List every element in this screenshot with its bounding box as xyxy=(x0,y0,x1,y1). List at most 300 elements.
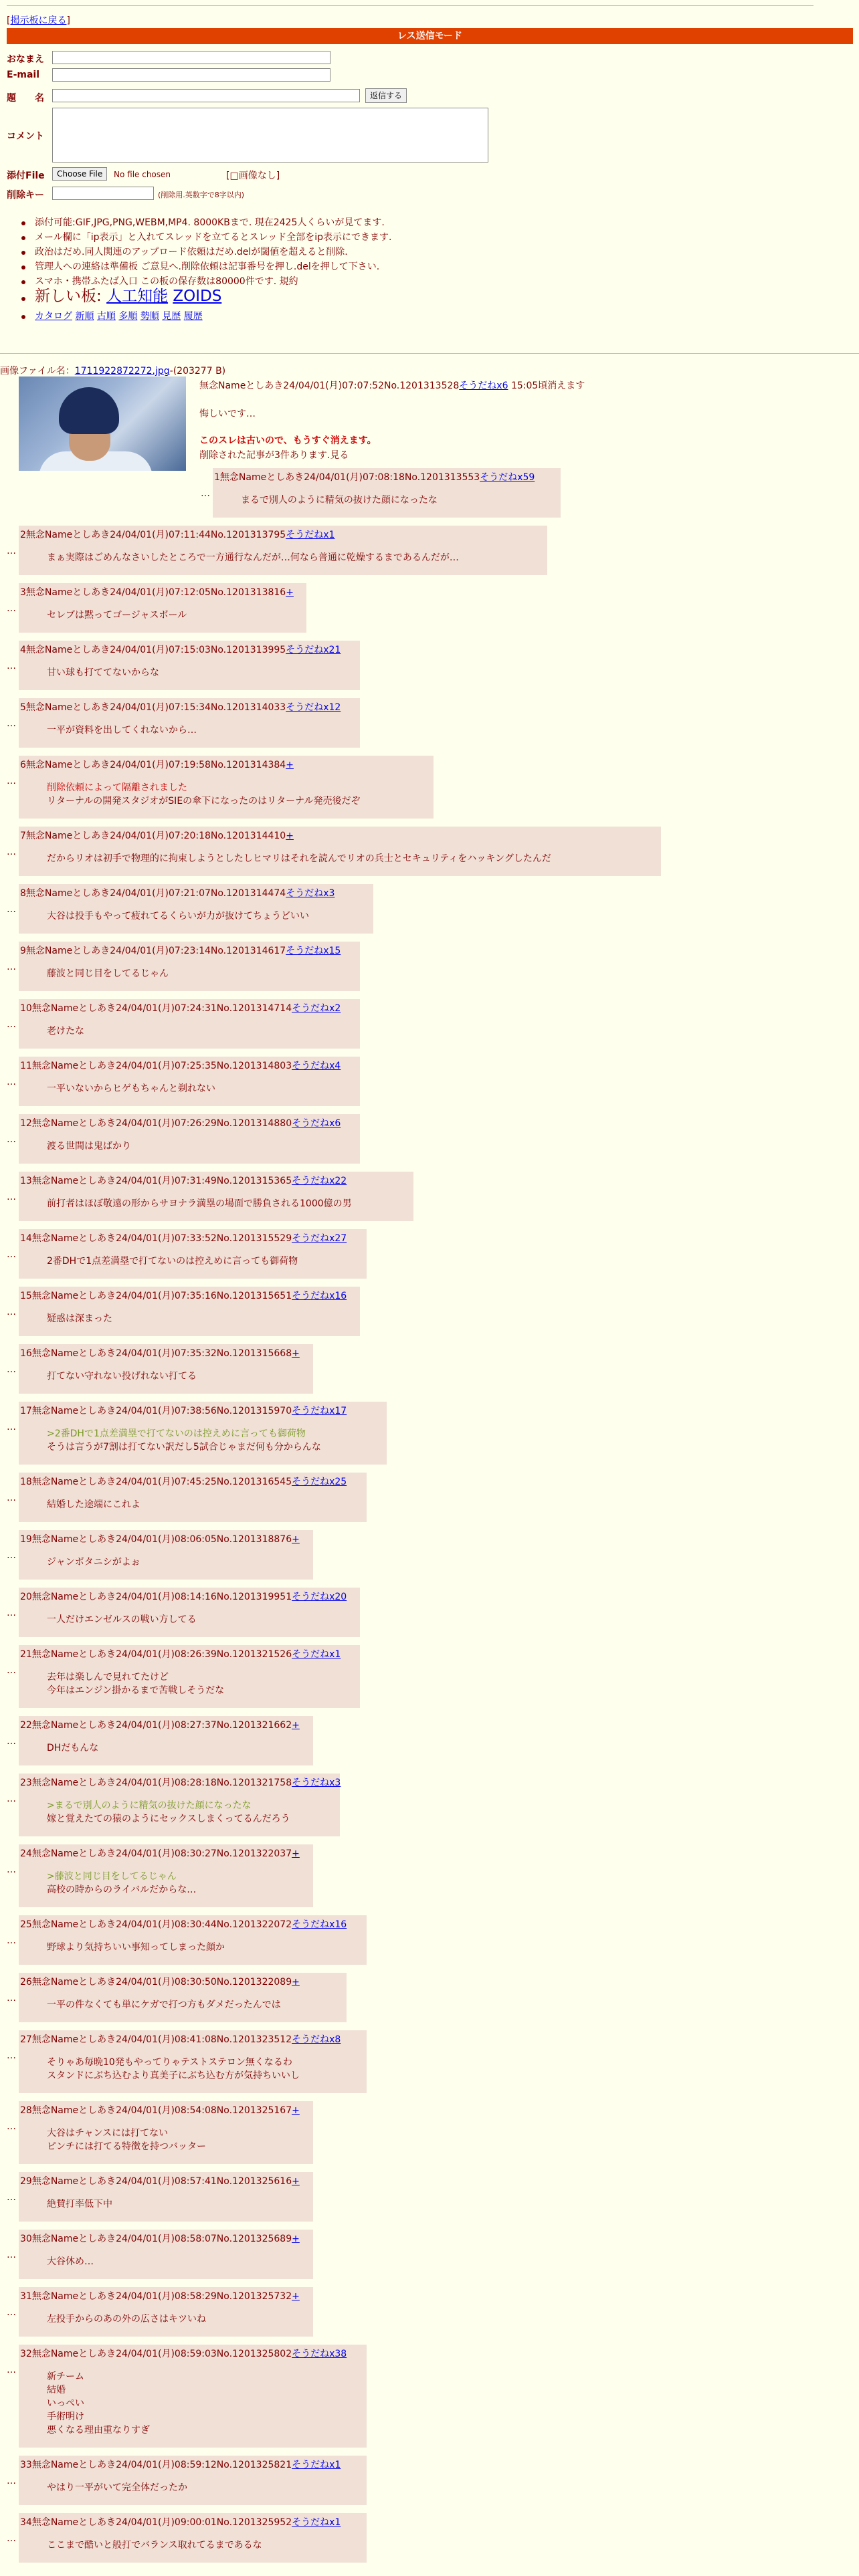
reply-post xyxy=(19,641,360,690)
notice-item: 政治はだめ.同人関連のアップロード依頼はだめ.delが閾値を超えると削除. xyxy=(20,245,391,259)
reply-body xyxy=(47,2313,206,2326)
reply-indent-marker: … xyxy=(7,1077,16,1087)
reply-body xyxy=(47,1998,281,2012)
reply-header xyxy=(20,1917,347,1931)
reply-post xyxy=(19,1588,360,1637)
reply-post xyxy=(19,1229,367,1279)
reply-line: 大谷はチャンスには打てない xyxy=(47,2128,169,2139)
reply-body xyxy=(47,1498,140,1511)
notice-item: 管理人への連絡は準備板 ご意見へ.削除依頼は記事番号を押し.delを押して下さい. xyxy=(20,259,391,274)
op-expire-text: 15:05頃消えます xyxy=(510,381,585,391)
reply-post xyxy=(19,2030,367,2093)
reply-line: ジャンボタニシがよぉ xyxy=(47,1557,140,1568)
reply-header xyxy=(20,1231,347,1245)
reply-line: 藤波と同じ目をしてるじゃん xyxy=(47,968,169,979)
sodane-button[interactable]: そうだねx17 xyxy=(292,1406,347,1416)
sodane-button[interactable]: + xyxy=(292,2105,300,2116)
reply-line: 老けたな xyxy=(47,1026,84,1037)
op-header-text: 無念Nameとしあき24/04/01(月)07:07:52No.1201313528 xyxy=(199,381,460,391)
op-image-info xyxy=(0,364,225,377)
reply-header-text: 4無念Nameとしあき24/04/01(月)07:15:03No.1201313995 xyxy=(20,645,286,655)
reply-post xyxy=(19,2456,367,2505)
reply-line: リターナルの開発スタジオがSIEの傘下になったのはリターナル発売後だぞ xyxy=(47,796,361,807)
reply-header-text: 25無念Nameとしあき24/04/01(月)08:30:44No.1201322072 xyxy=(20,1919,292,1930)
reply-header-text: 11無念Nameとしあき24/04/01(月)07:25:35No.1201314803 xyxy=(20,1061,292,1071)
new-board-line xyxy=(20,289,391,309)
sodane-button[interactable]: + xyxy=(292,2176,300,2187)
reply-header-text: 19無念Nameとしあき24/04/01(月)08:06:05No.1201318876 xyxy=(20,1534,292,1545)
reply-header xyxy=(20,1289,347,1302)
reply-header xyxy=(20,643,341,656)
reply-line: DHだもんな xyxy=(47,1743,99,1753)
reply-header-text: 12無念Nameとしあき24/04/01(月)07:26:29No.1201314880 xyxy=(20,1118,292,1129)
reply-header-text: 21無念Nameとしあき24/04/01(月)08:26:39No.1201321526 xyxy=(20,1649,292,1660)
reply-line: 一人だけエンゼルスの戦い方してる xyxy=(47,1614,197,1625)
reply-post xyxy=(19,1114,360,1164)
reply-header-text: 30無念Nameとしあき24/04/01(月)08:58:07No.1201325689 xyxy=(20,2234,292,2244)
reply-post xyxy=(19,1473,367,1522)
reply-header xyxy=(20,758,294,771)
reply-body xyxy=(47,2370,150,2437)
reply-header xyxy=(20,944,341,957)
board-link-ai[interactable]: 人工知能 xyxy=(106,288,169,305)
reply-header xyxy=(20,829,294,842)
file-label: 添付File xyxy=(7,171,45,181)
reply-body xyxy=(47,2255,94,2268)
sodane-button[interactable]: そうだねx27 xyxy=(292,1233,347,1244)
reply-line: 左投手からのあの外の広さはキツいね xyxy=(47,2314,206,2325)
reply-indent-marker: … xyxy=(7,2365,16,2375)
sodane-button[interactable]: そうだねx6 xyxy=(292,1118,341,1129)
sodane-button[interactable]: そうだねx2 xyxy=(292,1003,341,1014)
reply-body xyxy=(47,909,309,923)
reply-header xyxy=(20,1174,347,1187)
reply-indent-marker: … xyxy=(7,1608,16,1618)
reply-line: 結婚した途端にこれよ xyxy=(47,1499,140,1510)
sodane-button[interactable]: + xyxy=(292,1348,300,1359)
reply-header xyxy=(20,2289,300,2302)
name-label: おなまえ xyxy=(7,54,44,65)
reply-header-text: 10無念Nameとしあき24/04/01(月)07:24:31No.1201314714 xyxy=(20,1003,292,1014)
reply-header xyxy=(20,1059,341,1072)
reply-indent-marker: … xyxy=(7,1192,16,1202)
reply-indent-marker: … xyxy=(7,2533,16,2544)
sodane-button[interactable]: そうだねx1 xyxy=(292,2517,341,2528)
reply-body xyxy=(47,724,197,737)
reply-post xyxy=(19,1844,313,1907)
reply-post xyxy=(19,1344,313,1394)
reply-header xyxy=(20,1718,300,1731)
reply-post xyxy=(19,1057,360,1106)
reply-indent-marker: … xyxy=(7,603,16,614)
reply-indent-marker: … xyxy=(7,2250,16,2260)
op-sodane-button[interactable]: そうだねx6 xyxy=(459,381,508,391)
reply-line: 2番DHで1点差満塁で打てないのは控えめに言っても御荷物 xyxy=(47,1256,298,1267)
reply-line: 新チーム xyxy=(47,2371,84,2382)
reply-post xyxy=(19,1915,367,1965)
reply-body xyxy=(47,1255,298,1268)
reply-line: 削除依頼によって隔離されました xyxy=(47,782,187,793)
reply-body xyxy=(47,2056,300,2082)
reply-post xyxy=(19,2230,313,2279)
reply-header-text: 18無念Nameとしあき24/04/01(月)07:45:25No.1201316545 xyxy=(20,1477,292,1487)
sodane-button[interactable]: そうだねx22 xyxy=(292,1176,347,1186)
reply-header xyxy=(20,1532,300,1545)
reply-body xyxy=(47,2127,206,2153)
reply-header xyxy=(20,1846,300,1860)
thread-divider xyxy=(0,353,859,354)
reply-post xyxy=(19,2287,313,2337)
sodane-button[interactable]: + xyxy=(292,2291,300,2302)
op-header xyxy=(199,379,585,392)
reply-header-text: 23無念Nameとしあき24/04/01(月)08:28:18No.1201321758 xyxy=(20,1778,292,1788)
sodane-button[interactable]: + xyxy=(286,587,294,598)
reply-post xyxy=(19,1645,360,1708)
quote-line: >2番DHで1点差満塁で打てないのは控えめに言っても御荷物 xyxy=(47,1428,306,1439)
old-thread-warning: このスレは古いので、もうすぐ消えます。 xyxy=(199,435,377,446)
reply-line: 高校の時からのライバルだからな… xyxy=(47,1885,197,1895)
op-body: 悔しいです… xyxy=(199,409,256,419)
reply-indent-marker: … xyxy=(7,847,16,857)
reply-header-text: 17無念Nameとしあき24/04/01(月)07:38:56No.1201315970 xyxy=(20,1406,292,1416)
history-link[interactable]: 履歴 xyxy=(183,311,203,322)
reply-header xyxy=(20,1475,347,1488)
reply-indent-marker: … xyxy=(7,1019,16,1030)
reply-post xyxy=(19,526,547,575)
reply-line: 前打者はほぼ敬遠の形からサヨナラ満塁の場面で勝負される1000億の男 xyxy=(47,1198,352,1209)
reply-header-text: 29無念Nameとしあき24/04/01(月)08:57:41No.1201325616 xyxy=(20,2176,292,2187)
reply-header xyxy=(20,700,341,714)
email-label: E-mail xyxy=(7,70,40,80)
reply-indent-marker: … xyxy=(7,1422,16,1432)
op-image-file-link[interactable]: 1711922872272.jpg xyxy=(74,366,170,377)
reply-body xyxy=(47,967,169,980)
reply-indent-marker: … xyxy=(7,1736,16,1747)
sodane-button[interactable]: そうだねx20 xyxy=(292,1592,347,1602)
reply-indent-marker: … xyxy=(7,2050,16,2061)
reply-indent-marker: … xyxy=(7,1794,16,1804)
reply-line: まぁ実際はごめんなさいしたところで一方通行なんだが…何なら普通に乾燥するまであるんだが… xyxy=(47,552,459,563)
sodane-button[interactable]: そうだねx8 xyxy=(292,2034,341,2045)
reply-line: 嫁と覚えたての猿のようにセックスしまくってるんだろう xyxy=(47,1814,290,1824)
sort-new-link[interactable]: 新順 xyxy=(75,311,94,322)
reply-header xyxy=(20,2347,347,2360)
reply-header-text: 28無念Nameとしあき24/04/01(月)08:54:08No.1201325167 xyxy=(20,2105,292,2116)
reply-header-text: 22無念Nameとしあき24/04/01(月)08:27:37No.1201321662 xyxy=(20,1720,292,1731)
reply-header-text: 13無念Nameとしあき24/04/01(月)07:31:49No.1201315365 xyxy=(20,1176,292,1186)
submit-reply-button[interactable]: 返信する xyxy=(365,88,407,103)
reply-header xyxy=(20,1647,341,1660)
subject-input[interactable] xyxy=(52,89,360,102)
sodane-button[interactable]: そうだねx38 xyxy=(292,2349,347,2359)
reply-header xyxy=(20,886,335,899)
reply-header-text: 24無念Nameとしあき24/04/01(月)08:30:27No.1201322037 xyxy=(20,1848,292,1859)
reply-body xyxy=(241,494,438,507)
sodane-button[interactable]: そうだねx16 xyxy=(292,1291,347,1301)
reply-line: 打てない守れない投げれない打てる xyxy=(47,1371,197,1382)
comment-textarea[interactable] xyxy=(52,108,488,163)
quote-line: >まるで別人のように精気の抜けた顔になったな xyxy=(47,1800,252,1811)
reply-line: 一平が資料を出してくれないから… xyxy=(47,725,197,736)
sodane-button[interactable]: そうだねx3 xyxy=(292,1778,341,1788)
reply-line: 大谷は投手もやって疲れてるくらいが力が抜けてちょうどいい xyxy=(47,911,309,922)
reply-indent-marker: … xyxy=(7,546,16,556)
reply-post xyxy=(19,583,306,633)
image-filename-label: 画像ファイル名： xyxy=(0,366,75,377)
reply-indent-marker: … xyxy=(7,1249,16,1260)
reply-header-text: 1無念Nameとしあき24/04/01(月)07:08:18No.1201313553 xyxy=(214,472,480,483)
reply-indent-marker: … xyxy=(201,488,210,499)
notice-item: スマホ・携帯ふたば入口 この板の保存数は80000件です. 規約 xyxy=(20,274,391,289)
reply-body xyxy=(47,1082,215,1095)
quote-line: >藤波と同じ目をしてるじゃん xyxy=(47,1871,177,1882)
reply-body xyxy=(47,1671,224,1697)
reply-header-text: 26無念Nameとしあき24/04/01(月)08:30:50No.1201322089 xyxy=(20,1977,292,1988)
top-divider xyxy=(7,5,814,6)
reply-line: 大谷休め… xyxy=(47,2256,94,2267)
sodane-button[interactable]: そうだねx25 xyxy=(292,1477,347,1487)
reply-body xyxy=(47,666,159,679)
reply-post xyxy=(19,2101,313,2164)
sodane-button[interactable]: + xyxy=(292,1977,300,1988)
reply-line: 一平の件なくても単にケガで打つ方もダメだったんでは xyxy=(47,2000,281,2010)
reply-body xyxy=(47,1613,197,1626)
reply-line: いっぺい xyxy=(47,2398,84,2409)
reply-post xyxy=(19,1402,387,1465)
reply-header xyxy=(20,1776,341,1789)
sodane-button[interactable]: + xyxy=(286,831,294,841)
reply-post xyxy=(19,884,373,934)
reply-header xyxy=(20,2032,341,2046)
no-file-text: No file chosen xyxy=(114,170,171,179)
reply-header-text: 34無念Nameとしあき24/04/01(月)09:00:01No.1201325952 xyxy=(20,2517,292,2528)
reply-indent-marker: … xyxy=(7,1864,16,1875)
reply-body xyxy=(47,1312,112,1325)
sort-many-link[interactable]: 多順 xyxy=(118,311,138,322)
sort-old-link[interactable]: 古順 xyxy=(96,311,116,322)
reply-header-text: 14無念Nameとしあき24/04/01(月)07:33:52No.1201315529 xyxy=(20,1233,292,1244)
sodane-button[interactable]: + xyxy=(292,1534,300,1545)
reply-body xyxy=(47,781,360,808)
reply-body xyxy=(47,2481,187,2494)
reply-line: 悪くなる理由重なりすぎ xyxy=(47,2425,150,2436)
reply-post xyxy=(19,1287,360,1336)
op-thumbnail[interactable] xyxy=(19,377,186,471)
reply-indent-marker: … xyxy=(7,1493,16,1503)
reply-line: ピンチには打てる特徴を持つバッター xyxy=(47,2141,206,2152)
reply-indent-marker: … xyxy=(7,2476,16,2486)
reply-body xyxy=(47,551,459,564)
sodane-button[interactable]: そうだねx15 xyxy=(286,946,341,956)
notice-item: 添付可能:GIF,JPG,PNG,WEBM,MP4. 8000KBまで. 現在2425人くらいが見てます. xyxy=(20,215,391,230)
reply-indent-marker: … xyxy=(7,2307,16,2318)
sodane-button[interactable]: そうだねx16 xyxy=(292,1919,347,1930)
reply-header xyxy=(20,2174,300,2187)
reply-body xyxy=(47,1140,131,1153)
reply-post xyxy=(19,1172,413,1221)
reply-indent-marker: … xyxy=(7,2192,16,2203)
reply-header xyxy=(20,1346,300,1360)
sodane-button[interactable]: + xyxy=(292,1848,300,1859)
reply-header xyxy=(20,2458,341,2471)
catalog-link[interactable]: カタログ xyxy=(35,311,72,322)
sodane-button[interactable]: そうだねx4 xyxy=(292,1061,341,1071)
reply-body xyxy=(47,1799,290,1826)
reply-line: 去年は楽しんで見れてたけど xyxy=(47,1672,169,1683)
reply-post xyxy=(19,2345,367,2448)
reply-post xyxy=(19,1774,340,1836)
reply-post xyxy=(19,2513,367,2563)
reply-post xyxy=(19,942,360,991)
reply-body xyxy=(47,2197,112,2211)
reply-line: セレブは黙ってゴージャスボール xyxy=(47,610,187,621)
reply-line: 疑惑は深まった xyxy=(47,1313,112,1324)
reply-indent-marker: … xyxy=(7,1134,16,1145)
reply-line: 渡る世間は鬼ばかり xyxy=(47,1141,131,1152)
reply-header-text: 33無念Nameとしあき24/04/01(月)08:59:12No.1201325821 xyxy=(20,2460,292,2470)
choose-file-button[interactable]: Choose File xyxy=(52,167,107,181)
reply-line: 今年はエンジン掛かるまで苦戦しそうだな xyxy=(47,1685,225,1696)
reply-line: だからリオは初手で物理的に拘束しようとしたしヒマリはそれを読んでリオの兵士とセキュリティをハッキングしたんだ xyxy=(47,853,551,864)
reply-indent-marker: … xyxy=(7,661,16,671)
reply-header-text: 31無念Nameとしあき24/04/01(月)08:58:29No.1201325732 xyxy=(20,2291,292,2302)
reply-header-text: 20無念Nameとしあき24/04/01(月)08:14:16No.1201319951 xyxy=(20,1592,292,1602)
deleted-posts-notice: 削除された記事が3件あります.見る xyxy=(199,450,349,461)
email-input[interactable] xyxy=(52,68,330,82)
sodane-button[interactable]: そうだねx21 xyxy=(286,645,341,655)
sodane-button[interactable]: そうだねx1 xyxy=(292,2460,341,2470)
reply-post xyxy=(19,756,434,819)
reply-body xyxy=(47,1941,225,1954)
reply-header-text: 32無念Nameとしあき24/04/01(月)08:59:03No.1201325802 xyxy=(20,2349,292,2359)
notice-item: メール欄に「ip表示」と入れてスレッドを立てるとスレッド全部をip表示にできます. xyxy=(20,230,391,245)
reply-post xyxy=(19,1530,313,1580)
delkey-note: (削除用.英数字で8字以内) xyxy=(158,191,245,199)
reply-post xyxy=(19,1716,313,1765)
reply-post xyxy=(19,1973,347,2022)
sodane-button[interactable]: そうだねx1 xyxy=(286,530,335,540)
reply-header xyxy=(20,528,335,541)
reply-header xyxy=(214,470,535,484)
reply-line: そりゃあ毎晩10発もやってりゃテストステロン無くなるわ xyxy=(47,2057,292,2068)
reply-indent-marker: … xyxy=(7,1935,16,1946)
sodane-button[interactable]: そうだねx3 xyxy=(286,888,335,899)
reply-body xyxy=(47,1370,197,1383)
sort-links xyxy=(20,309,391,324)
reply-indent-marker: … xyxy=(7,718,16,729)
comment-label: コメント xyxy=(7,131,44,142)
op-image-size: -(203277 B) xyxy=(169,366,226,377)
reply-indent-marker: … xyxy=(7,1364,16,1375)
reply-line: スタンドにぶち込むより真美子にぶち込む方が気持ちいいし xyxy=(47,2070,300,2081)
reply-header-text: 5無念Nameとしあき24/04/01(月)07:15:34No.1201314033 xyxy=(20,702,286,713)
board-link-zoids[interactable]: ZOIDS xyxy=(173,288,222,305)
reply-indent-marker: … xyxy=(7,1993,16,2004)
reply-body xyxy=(47,1197,352,1210)
sodane-button[interactable]: + xyxy=(292,1720,300,1731)
back-link-wrap: [掲示板に戻る] xyxy=(7,15,70,26)
subject-label: 題 名 xyxy=(7,93,44,104)
reply-indent-marker: … xyxy=(7,2121,16,2132)
sodane-button[interactable]: そうだねx1 xyxy=(292,1649,341,1660)
reply-post xyxy=(19,698,360,748)
reply-header-text: 8無念Nameとしあき24/04/01(月)07:21:07No.1201314474 xyxy=(20,888,286,899)
reply-post xyxy=(19,2172,313,2222)
reply-indent-marker: … xyxy=(7,1665,16,1676)
reply-header xyxy=(20,1590,347,1603)
reply-line: 手術明け xyxy=(47,2411,84,2422)
notice-list xyxy=(20,215,391,324)
reply-header-text: 27無念Nameとしあき24/04/01(月)08:41:08No.1201323512 xyxy=(20,2034,292,2045)
reply-header xyxy=(20,1404,347,1417)
reply-body xyxy=(47,609,187,622)
reply-post xyxy=(213,468,561,518)
reply-line: そうは言うが7割は打てない訳だし5試合じゃまだ何も分からんな xyxy=(47,1442,321,1453)
reply-header xyxy=(20,2103,300,2117)
reply-post xyxy=(19,999,360,1049)
back-to-board-link[interactable]: 掲示板に戻る xyxy=(10,15,67,26)
reply-line: 甘い球も打ててないからな xyxy=(47,667,159,678)
reply-header-text: 15無念Nameとしあき24/04/01(月)07:35:16No.1201315651 xyxy=(20,1291,292,1301)
reply-header-text: 3無念Nameとしあき24/04/01(月)07:12:05No.1201313816 xyxy=(20,587,286,598)
sodane-button[interactable]: そうだねx12 xyxy=(286,702,341,713)
reply-line: まるで別人のように精気の抜けた顔になったな xyxy=(241,495,438,506)
reply-body xyxy=(47,1427,321,1454)
reply-line: 絶賛打率低下中 xyxy=(47,2199,112,2210)
reply-body xyxy=(47,2539,262,2552)
sort-momentum-link[interactable]: 勢順 xyxy=(140,311,159,322)
reply-body xyxy=(47,1555,140,1569)
reply-header xyxy=(20,1116,341,1130)
reply-line: 一平いないからヒゲもちゃんと剃れない xyxy=(47,1083,215,1094)
name-input[interactable] xyxy=(52,51,330,64)
reply-line: 結婚 xyxy=(47,2385,66,2395)
reply-body xyxy=(47,1025,84,1038)
reply-indent-marker: … xyxy=(7,962,16,972)
reply-header xyxy=(20,2515,341,2529)
reply-body xyxy=(47,1741,98,1755)
delkey-input[interactable] xyxy=(52,187,154,200)
reply-header-text: 6無念Nameとしあき24/04/01(月)07:19:58No.1201314384 xyxy=(20,760,286,770)
reply-body xyxy=(47,1870,196,1897)
reply-indent-marker: … xyxy=(7,776,16,786)
reply-line: ここまで酷いと般打でバランス取れてるまであるな xyxy=(47,2540,262,2551)
reply-header xyxy=(20,1001,341,1014)
reply-mode-banner: レス送信モード xyxy=(7,28,853,44)
new-board-prefix: 新しい板: xyxy=(35,288,107,305)
sodane-button[interactable]: + xyxy=(286,760,294,770)
reply-header-text: 16無念Nameとしあき24/04/01(月)07:35:32No.1201315668 xyxy=(20,1348,292,1359)
reply-header xyxy=(20,1975,300,1988)
reply-body xyxy=(47,852,551,865)
reply-indent-marker: … xyxy=(7,1550,16,1561)
reply-header-text: 9無念Nameとしあき24/04/01(月)07:23:14No.1201314617 xyxy=(20,946,286,956)
reply-header-text: 7無念Nameとしあき24/04/01(月)07:20:18No.1201314410 xyxy=(20,831,286,841)
delkey-label: 削除キー xyxy=(7,190,44,201)
reply-post xyxy=(19,827,661,876)
reply-header-text: 2無念Nameとしあき24/04/01(月)07:11:44No.1201313795 xyxy=(20,530,286,540)
reply-line: 野球より気持ちいい事知ってしまった顔か xyxy=(47,1942,225,1953)
no-image-checkbox[interactable]: [□画像なし] xyxy=(226,171,280,181)
reply-indent-marker: … xyxy=(7,904,16,915)
viewed-history-link[interactable]: 見歴 xyxy=(162,311,181,322)
reply-header xyxy=(20,585,294,599)
sodane-button[interactable]: そうだねx59 xyxy=(480,472,535,483)
sodane-button[interactable]: + xyxy=(292,2234,300,2244)
reply-line: やはり一平がいて完全体だったか xyxy=(47,2482,187,2493)
reply-header xyxy=(20,2232,300,2245)
reply-indent-marker: … xyxy=(7,1307,16,1317)
